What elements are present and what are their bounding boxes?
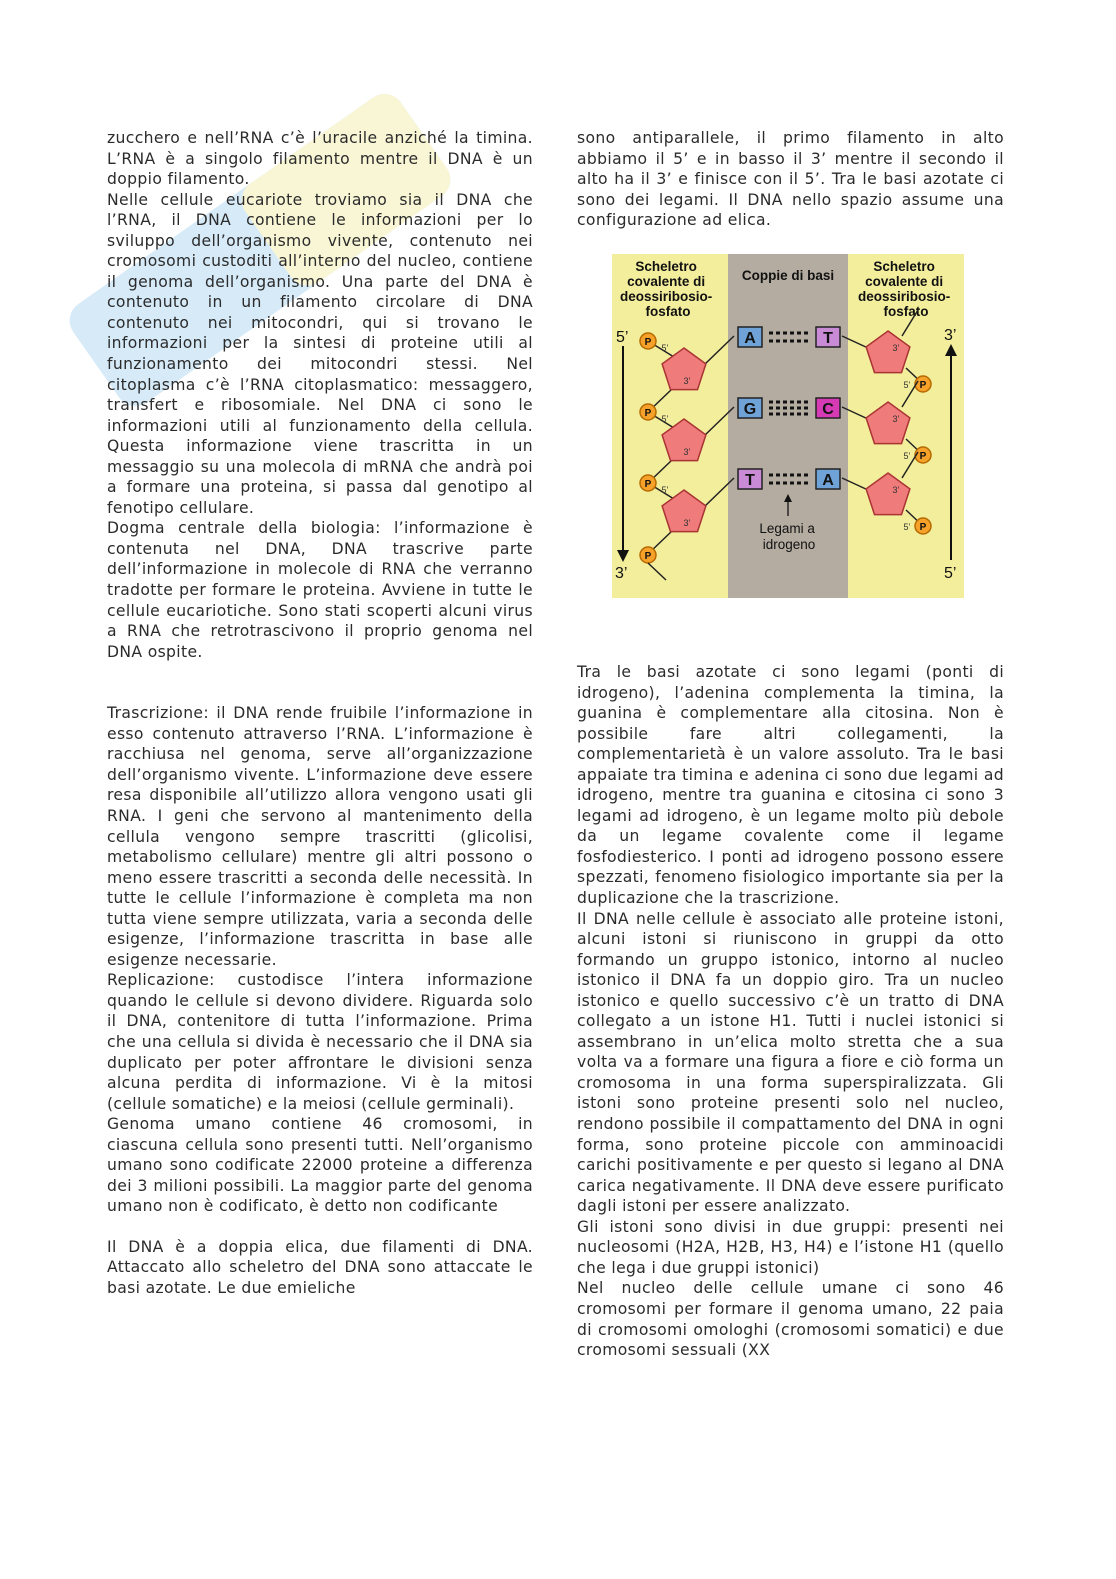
right-column-bottom: [577, 662, 1004, 1361]
phosphate-label: P: [644, 551, 652, 562]
right-paragraph: Il DNA nelle cellule è associato alle proteine istoni, alcuni istoni si riuniscono in gruppi da otto formando un gruppo istonico, intorno al nucleo istonico il DNA fa un doppio giro. Tra un nucleo istonico e quello successivo c’è un tratto di DNA collegato a un istone H1. Tutti i nuclei istonici si assembrano in un’elica molto stretta che a sua volta va a formare una figura a fiore e ciò forma un cromosoma in una forma superspiralizzata. Gli istoni sono proteine presenti solo nel nucleo, rendono possibile il compattamento del DNA in ogni forma, sono proteine piccole con amminoacidi carichi positivamente e per questo si legano al DNA carica negativamente. Il DNA deve essere purificato dagli istoni per essere analizzato.: [577, 909, 1004, 1216]
base-letter-right: A: [822, 472, 834, 489]
left-paragraph: Nelle cellule eucariote troviamo sia il DNA che l’RNA, il DNA contiene le informazioni per lo sviluppo dell’organismo vivente, contenuto nei cromosomi custoditi all’interno del nucleo, contiene il genoma dell’organismo. Una parte del DNA è contenuto in un filamento circolare di DNA contenuto nei mitocondri, qui si trovano le informazioni per la sintesi di proteine utili al funzionamento dei mitocondri stessi. Nel citoplasma c’è l’RNA citoplasmatico: messaggero, transfert e ribosomiale. Nel DNA ci sono le informazioni utili al funzionamento della cellula. Questa informazione viene trascritta in un messaggio su una molecola di mRNA che andrà poi a formare una proteina, si passa dal genotipo al fenotipo cellulare.: [107, 190, 533, 517]
header-line: fosfato: [883, 304, 929, 319]
spacer: [107, 662, 533, 703]
right-paragraph: Tra le basi azotate ci sono legami (ponti di idrogeno), l’adenina complementa la timina, la guanina è complementare alla citosina. Non è possibile fare altri collegamenti, la complementarietà è un valore assoluto. Tra le basi appaiate tra timina e adenina ci sono due legami ad idrogeno, mentre tra guanina e citosina ci sono 3 legami ad idrogeno, è un legame molto più debole da un legame covalente come il legame fosfodiesterico. I ponti ad idrogeno possono essere spezzati, fenomeno fisiologico importante sia per la duplicazione che la trascrizione.: [577, 663, 1004, 908]
left-3prime-label: 3’: [615, 565, 628, 582]
phosphate-label: P: [644, 408, 652, 419]
left-paragraph: zucchero e nell’RNA c’è l’uracile anziché la timina. L’RNA è a singolo filamento mentre il DNA è un doppio filamento.: [107, 129, 533, 189]
right-paragraph: Nel nucleo delle cellule umane ci sono 46 cromosomi per formare il genoma umano, 22 paia di cromosomi omologhi (cromosomi somatici) e due cromosomi sessuali (XX: [577, 1279, 1004, 1360]
sugar-3prime-label: 3’: [683, 518, 691, 528]
sugar-5prime-label: 5’: [903, 522, 911, 532]
phosphate-label: P: [919, 380, 927, 391]
left-paragraph: Il DNA è a doppia elica, due filamenti di DNA. Attaccato allo scheletro del DNA sono attaccate le basi azotate. Le due emieliche: [107, 1237, 533, 1297]
left-column: [107, 128, 533, 1299]
sugar-5prime-label: 5’: [661, 414, 669, 424]
header-line: Scheletro: [635, 259, 697, 274]
sugar-3prime-label: 3’: [683, 376, 691, 386]
sugar-3prime-label: 3’: [892, 485, 900, 495]
base-letter-left: T: [745, 472, 755, 489]
sugar-5prime-label: 5’: [661, 485, 669, 495]
phosphate-label: P: [644, 479, 652, 490]
sugar-3prime-label: 3’: [892, 414, 900, 424]
left-paragraph: Replicazione: custodisce l’intera informazione quando le cellule si devono dividere. Riguarda solo il DNA, contenitore di tutta l’informazione. Prima che una cellula si divida è necessario che il DNA sia duplicato per poter affrontare le divisioni senza alcuna perdita di informazione. Vi è la mitosi (cellule somatiche) e la meiosi (cellule germinali).: [107, 971, 533, 1113]
base-letter-left: A: [744, 330, 756, 347]
header-line: deossiribosio-: [619, 289, 713, 304]
header-line: Scheletro: [873, 259, 935, 274]
left-paragraph: Genoma umano contiene 46 cromosomi, in ciascuna cellula sono presenti tutti. Nell’organismo umano sono codificate 22000 proteine a differenza dei 3 milioni possibili. La maggior parte del genoma umano non è codificato, è detto non codificante: [107, 1115, 533, 1216]
left-paragraph: Trascrizione: il DNA rende fruibile l’informazione in esso contenuto attraverso l’RNA. L’informazione è racchiusa nel genoma, serve all’organizzazione dell’organismo vivente. L’informazione deve essere resa disponibile all’utilizzo allora vengono usati gli RNA. I geni che servono al mantenimento della cellula vengono sempre trascritti (glicolisi, metabolismo cellulare) mentre gli altri possono o meno essere trascritti a seconda delle necessità. In tutte le cellule l’informazione è completa ma non tutta viene sempre utilizzata, varia a seconda delle esigenze, l’informazione trascritta in base alle esigenze necessarie.: [107, 704, 533, 969]
phosphate-label: P: [919, 522, 927, 533]
phosphate-label: P: [919, 451, 927, 462]
left-5prime-label: 5’: [616, 329, 629, 346]
phosphate-label: P: [644, 337, 652, 348]
sugar-5prime-label: 5’: [661, 343, 669, 353]
base-letter-right: C: [822, 401, 834, 418]
right-paragraph: sono antiparallele, il primo filamento in alto abbiamo il 5’ e in basso il 3’ mentre il secondo il alto ha il 3’ e finisce con il 5’. Tra le basi azotate ci sono dei legami. Il DNA nello spazio assume una configurazione ad elica.: [577, 129, 1004, 230]
sugar-5prime-label: 5’: [903, 451, 911, 461]
header-line: deossiribosio-: [857, 289, 951, 304]
right-5prime-label: 5’: [944, 565, 957, 582]
spacer: [107, 1217, 533, 1237]
base-letter-left: G: [743, 401, 757, 418]
header-line: covalente di: [865, 274, 944, 289]
base-letter-right: T: [823, 330, 833, 347]
header-line: covalente di: [627, 274, 706, 289]
sugar-3prime-label: 3’: [892, 343, 900, 353]
right-3prime-label: 3’: [944, 327, 957, 344]
hbond-label: [759, 521, 818, 552]
sugar-5prime-label: 5’: [903, 380, 911, 390]
header-line: fosfato: [645, 304, 691, 319]
right-paragraph: Gli istoni sono divisi in due gruppi: presenti nei nucleosomi (H2A, H2B, H3, H4) e l’istone H1 (quello che lega i due gruppi istonici): [577, 1217, 1004, 1277]
sugar-3prime-label: 3’: [683, 447, 691, 457]
base-pairs-header: Coppie di basi: [741, 268, 835, 283]
right-column-top: [577, 128, 1004, 231]
hbond-label-line: idrogeno: [762, 537, 816, 552]
dna-base-pairing-figure: [612, 254, 964, 598]
hbond-label-line: Legami a: [759, 521, 815, 536]
left-paragraph: Dogma centrale della biologia: l’informazione è contenuta nel DNA, DNA trascrive parte dell’informazione in molecole di RNA che verranno tradotte per formare le proteina. Avviene in tutte le cellule eucariotiche. Sono stati scoperti alcuni virus a RNA che retrotrascivono il proprio genoma nel DNA ospite.: [107, 519, 533, 661]
